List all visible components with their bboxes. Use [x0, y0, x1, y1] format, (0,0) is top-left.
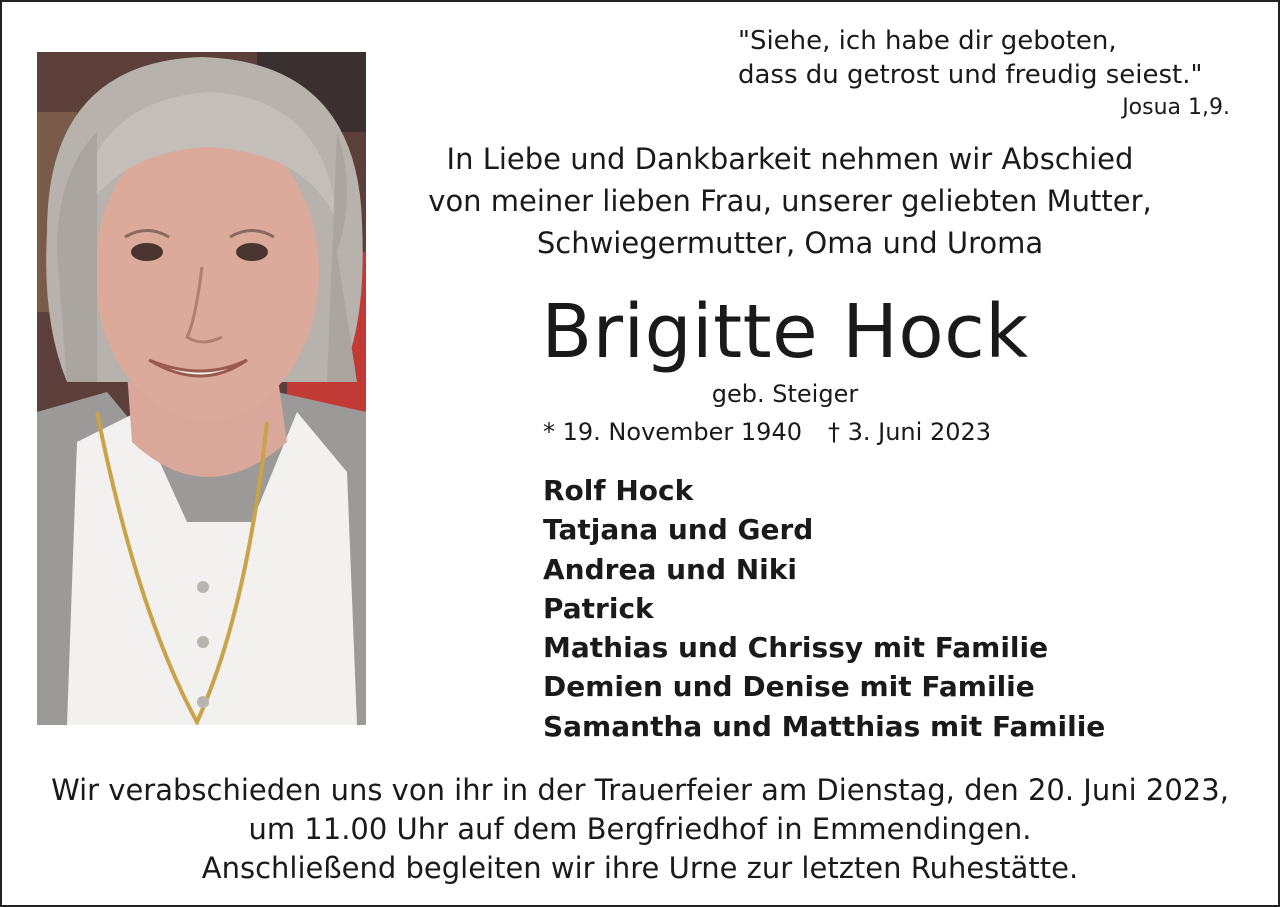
- quote-reference: Josua 1,9.: [1122, 95, 1230, 120]
- life-dates: [543, 415, 991, 449]
- footer-line-2: um 11.00 Uhr auf dem Bergfriedhof in Emmendingen.: [248, 812, 1032, 846]
- deceased-name: Brigitte Hock: [541, 289, 1029, 375]
- mourner-item: Rolf Hock: [543, 474, 694, 507]
- funeral-details: [0, 771, 1280, 888]
- birth-date: * 19. November 1940: [543, 418, 802, 446]
- quote-line-2: dass du getrost und freudig seiest.": [738, 60, 1203, 90]
- mourner-item: Samantha und Matthias mit Familie: [543, 709, 1106, 743]
- intro-line-3: Schwiegermutter, Oma und Uroma: [536, 226, 1044, 260]
- quote-line-1: "Siehe, ich habe dir geboten,: [738, 26, 1117, 56]
- mourner-item: Demien und Denise mit Familie: [543, 670, 1035, 704]
- farewell-intro: [380, 138, 1200, 264]
- footer-line-1: Wir verabschieden uns von ihr in der Trauerfeier am Dienstag, den 20. Juni 2023,: [51, 773, 1229, 807]
- mourner-item: Patrick: [543, 591, 654, 625]
- intro-line-1: In Liebe und Dankbarkeit nehmen wir Abschied: [446, 142, 1134, 176]
- mourners-list: [543, 471, 1105, 746]
- bible-quote: [600, 24, 1230, 122]
- maiden-name: geb. Steiger: [711, 380, 859, 408]
- death-date: † 3. Juni 2023: [827, 418, 992, 446]
- intro-line-2: von meiner lieben Frau, unserer geliebten Mutter,: [428, 184, 1152, 218]
- mourner-item: Tatjana und Gerd: [543, 513, 814, 547]
- mourner-item: Andrea und Niki: [543, 552, 797, 586]
- footer-line-3: Anschließend begleiten wir ihre Urne zur letzten Ruhestätte.: [201, 851, 1079, 885]
- portrait-photo: [37, 52, 366, 725]
- mourner-item: Mathias und Chrissy mit Familie: [543, 631, 1049, 665]
